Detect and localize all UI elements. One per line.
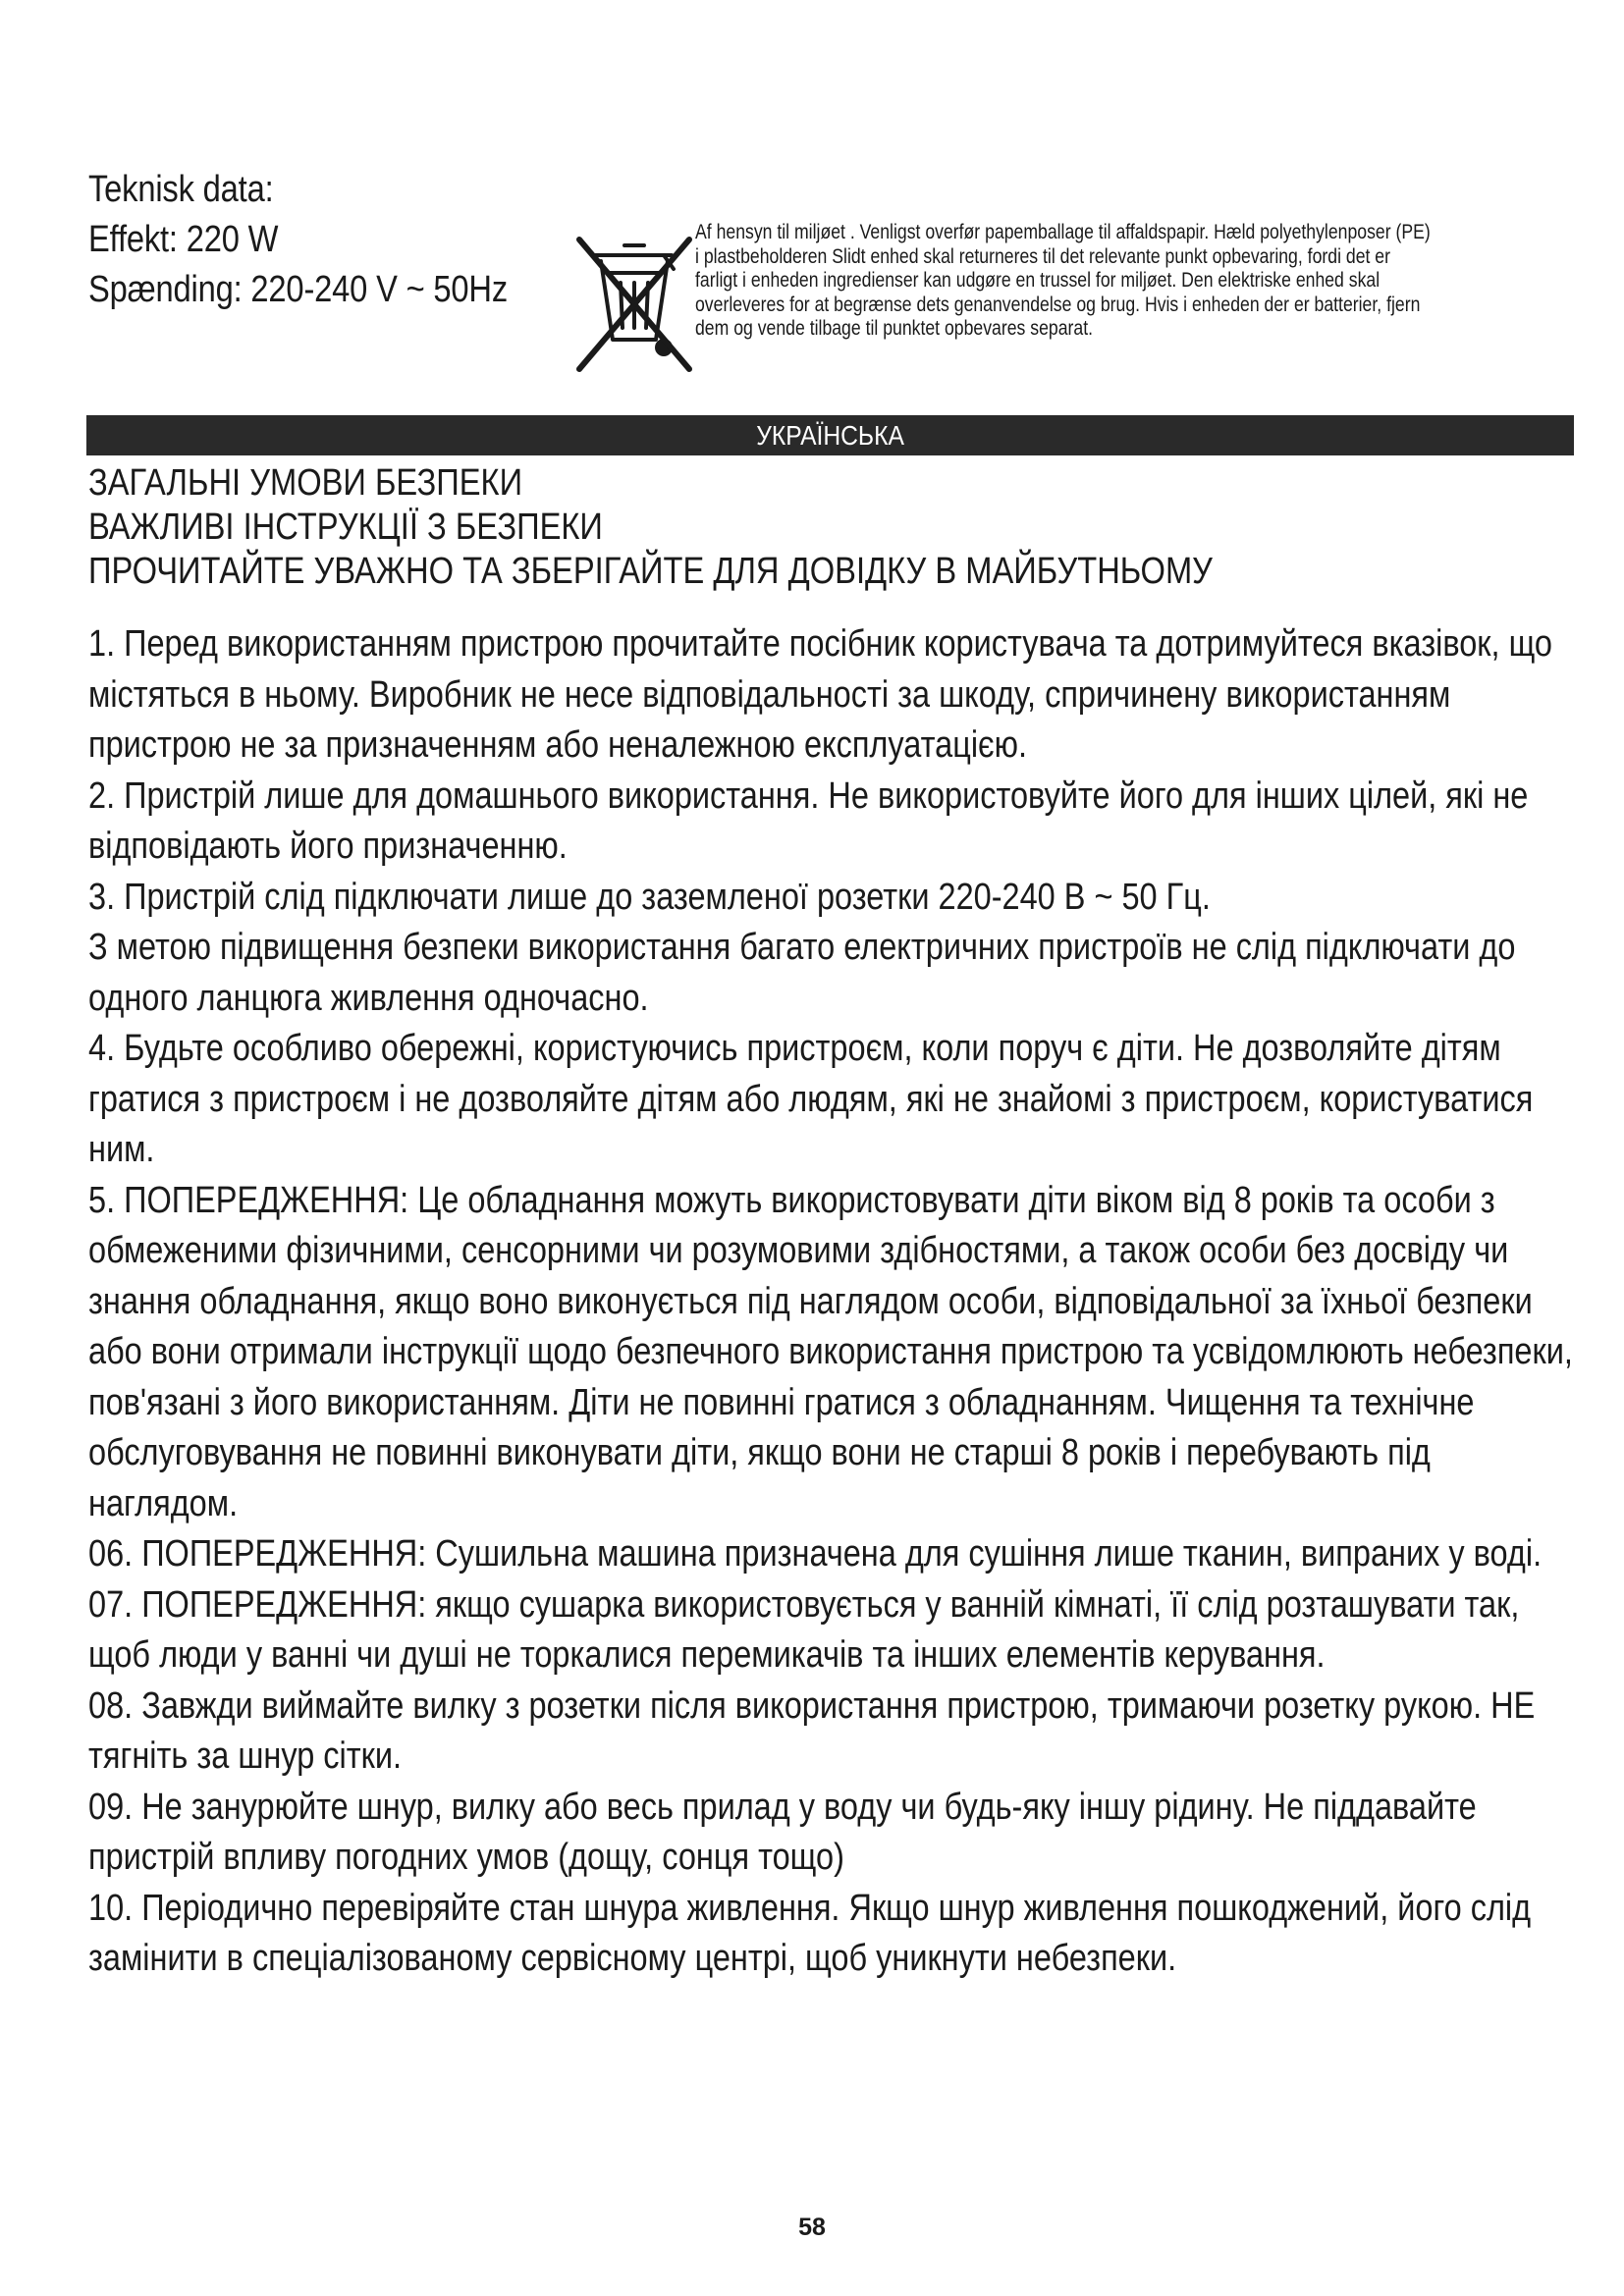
instruction-paragraph: 4. Будьте особливо обережні, користуючись пристроєм, коли поруч є діти. Не дозволяйте дітям гратися з пристроєм і не дозволяйте дітям або людям, які не знайомі з пристроєм, користуватися ним. [88,1028,1534,1170]
instruction-paragraph: 3. Пристрій слід підключати лише до заземленої розетки 220-240 В ~ 50 Гц. [88,876,1211,918]
instruction-paragraph: З метою підвищення безпеки використання багато електричних пристроїв не слід підключати до одного ланцюга живлення одночасно. [88,927,1516,1019]
instruction-paragraph: 1. Перед використанням пристрою прочитайте посібник користувача та дотримуйтеся вказівок, що містяться в ньому. Виробник не несе відповідальності за шкоду, спричинену використанням пристрою не за призначенням або неналежною експлуатацією. [88,623,1553,766]
instruction-paragraph: 07. ПОПЕРЕДЖЕННЯ: якщо сушарка використовується у ванній кімнаті, її слід розташувати так, щоб люди у ванні чи душі не торкалися перемикачів та інших елементів керування. [88,1583,1520,1676]
technical-power: Effekt: 220 W [88,219,279,260]
safety-instructions [88,619,1574,1985]
language-label: УКРАЇНСЬКА [756,419,904,451]
instruction-paragraph: 09. Не занурюйте шнур, вилку або весь прилад у воду чи будь-яку іншу рідину. Не піддавайте пристрій впливу погодних умов (дощу, сонця тощо) [88,1786,1477,1878]
instruction-paragraph: 08. Завжди виймайте вилку з розетки після використання пристрою, тримаючи розетку рукою. НЕ тягніть за шнур сітки. [88,1684,1536,1777]
language-section-bar [86,415,1574,455]
technical-title: Teknisk data: [88,169,274,210]
technical-data [88,165,508,315]
page-number: 58 [798,2214,826,2241]
crossed-out-wheelie-bin-icon [562,232,707,379]
environment-note: Af hensyn til miljøet . Venligst overfør papemballage til affaldspapir. Hæld polyethylenposer (PE) i plastbeholderen Slidt enhed skal returneres til det relevante punkt opbevaring, fordi det er farligt i enheden ingredienser kan udgøre en trussel for miljøet. Den elektriske enhed skal overleveres for at begrænse dets genanvendelse og brug. Hvis i enheden der er batterier, fjern dem og vende tilbage til punktet opbevares separat. [695,221,1431,341]
instruction-paragraph: 5. ПОПЕРЕДЖЕННЯ: Це обладнання можуть використовувати діти віком від 8 років та особи з обмеженими фізичними, сенсорними чи розумовими здібностями, а також особи без досвіду чи знання обладнання, якщо воно виконується під наглядом особи, відповідальної за їхньої безпеки або вони отримали інструкції щодо безпечного використання пристрою та усвідомлюють небезпеки, пов'язані з його використанням. Діти не повинні гратися з обладнанням. Чищення та технічне обслуговування не повинні виконувати діти, якщо вони не старші 8 років і перебувають під наглядом. [88,1179,1573,1524]
instruction-paragraph: 10. Періодично перевіряйте стан шнура живлення. Якщо шнур живлення пошкоджений, його слід замінити в спеціалізованому сервісному центрі, щоб уникнути небезпеки. [88,1887,1532,1979]
instruction-paragraph: 06. ПОПЕРЕДЖЕННЯ: Сушильна машина призначена для сушіння лише тканин, випраних у воді. [88,1533,1543,1575]
heading-read-carefully: ПРОЧИТАЙТЕ УВАЖНО ТА ЗБЕРІГАЙТЕ ДЛЯ ДОВІДКУ В МАЙБУТНЬОМУ [88,551,1213,592]
technical-voltage: Spænding: 220-240 V ~ 50Hz [88,269,509,310]
safety-headings [88,461,1439,594]
heading-important-instructions: ВАЖЛИВІ ІНСТРУКЦІЇ З БЕЗПЕКИ [88,507,603,548]
heading-general-safety: ЗАГАЛЬНІ УМОВИ БЕЗПЕКИ [88,462,523,504]
instruction-paragraph: 2. Пристрій лише для домашнього використання. Не використовуйте його для інших цілей, які не відповідають його призначенню. [88,774,1529,867]
